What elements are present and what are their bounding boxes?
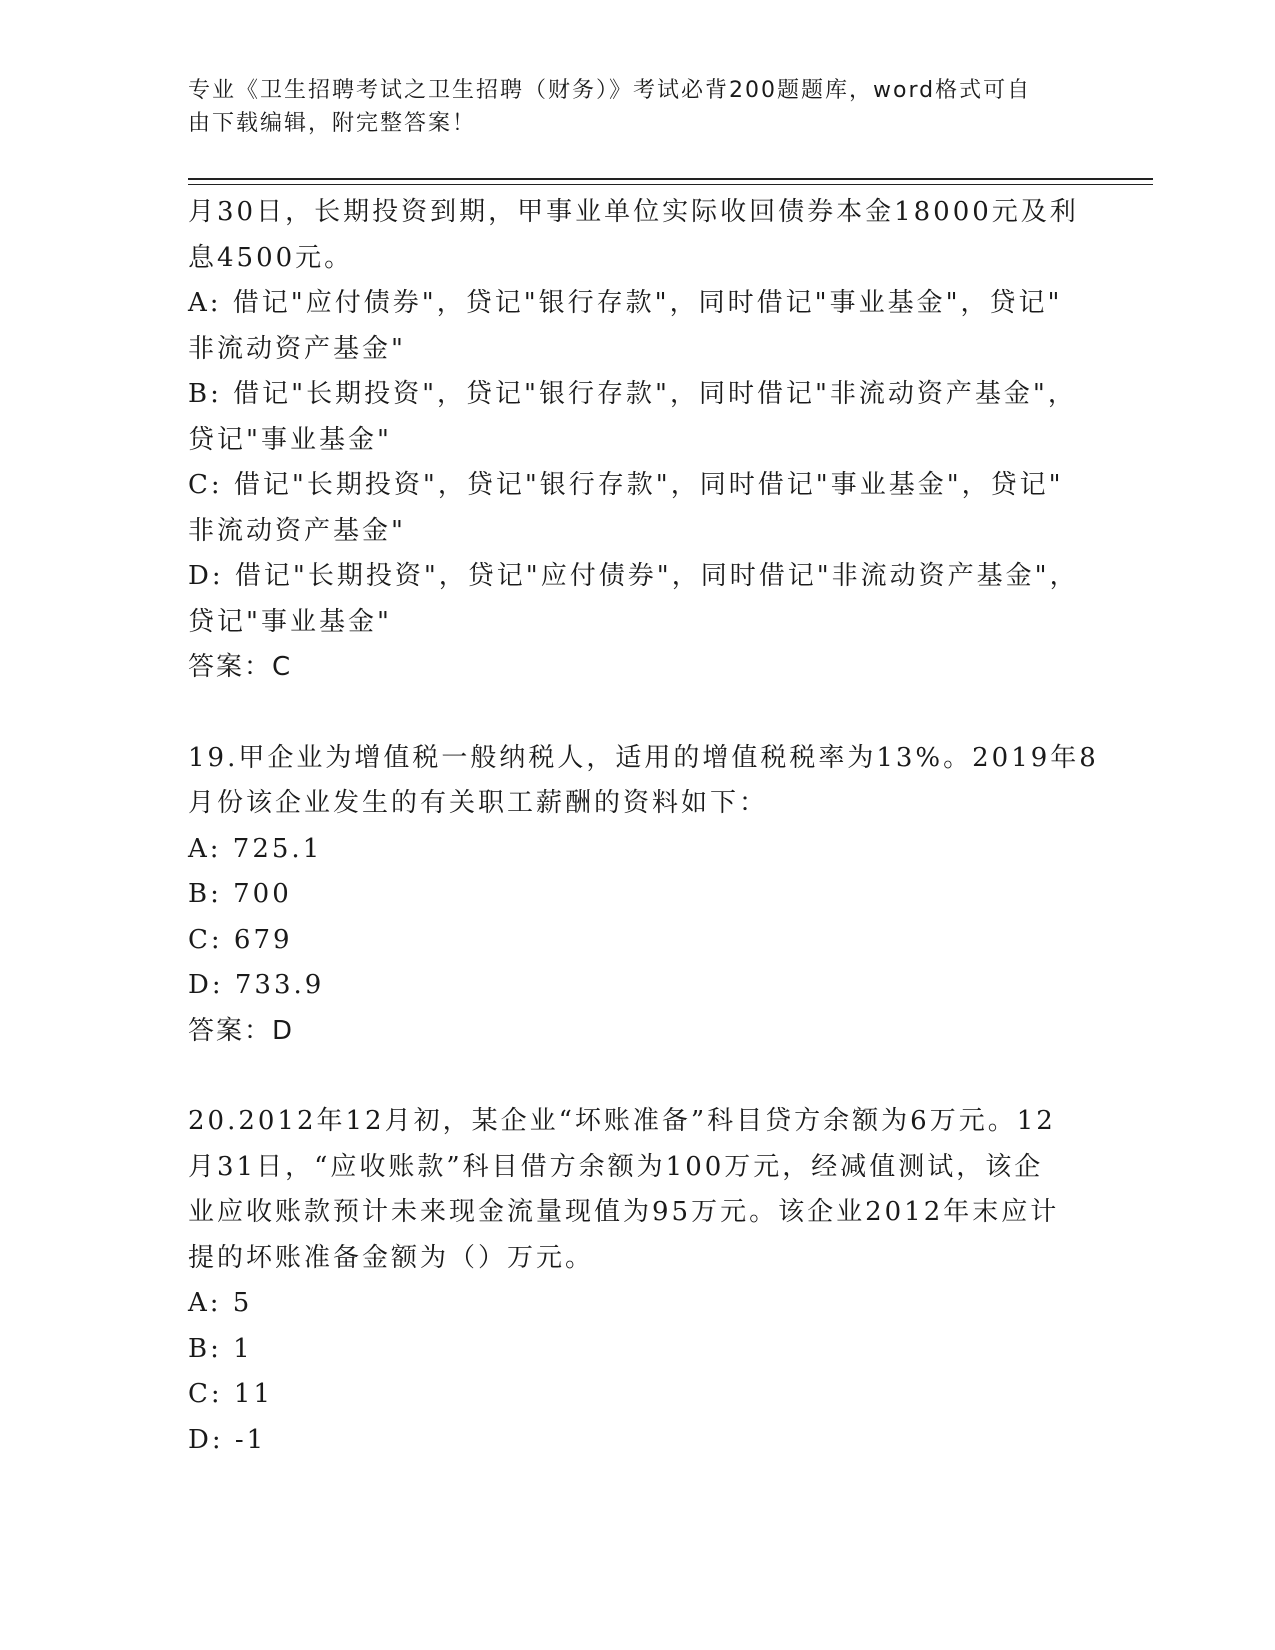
option-d-line: 贷记"事业基金" <box>188 606 392 637</box>
question-20 <box>188 1099 1068 1463</box>
option-b: B: 1 <box>188 1333 253 1364</box>
option-b: B: 700 <box>188 879 292 909</box>
question-stem-line: 月份该企业发生的有关职工薪酬的资料如下： <box>188 788 769 818</box>
header-rule-thick <box>188 178 1153 180</box>
option-a-line: 非流动资产基金" <box>188 333 406 364</box>
question-19 <box>188 736 1099 1055</box>
question-stem-line: 20.2012年12月初，某企业“坏账准备”科目贷方余额为6万元。12 <box>188 1106 1056 1136</box>
option-a-line: A: 借记"应付债券"，贷记"银行存款"，同时借记"事业基金"，贷记" <box>188 288 1063 318</box>
header-rule-thin <box>188 184 1153 185</box>
question-stem-line: 业应收账款预计未来现金流量现值为95万元。该企业2012年末应计 <box>188 1197 1060 1227</box>
option-d: D: 733.9 <box>188 970 325 1000</box>
option-a: A: 5 <box>188 1288 253 1318</box>
question-stem-line: 月30日，长期投资到期，甲事业单位实际收回债券本金18000元及利 <box>188 197 1079 227</box>
question-list <box>188 190 1099 1463</box>
answer-text: 答案：C <box>188 652 293 682</box>
option-d: D: -1 <box>188 1424 267 1455</box>
option-c-line: 非流动资产基金" <box>188 515 406 546</box>
question-stem-line: 月31日，“应收账款”科目借方余额为100万元，经减值测试，该企 <box>188 1151 1044 1182</box>
question-stem-line: 19.甲企业为增值税一般纳税人，适用的增值税税率为13%。2019年8 <box>188 742 1099 773</box>
question-stem-line: 提的坏账准备金额为（）万元。 <box>188 1242 595 1273</box>
option-a: A: 725.1 <box>188 833 323 864</box>
spacer <box>188 691 1068 736</box>
header-line: 由下载编辑，附完整答案！ <box>188 111 477 136</box>
spacer <box>188 1054 1068 1099</box>
answer-text: 答案：D <box>188 1015 295 1046</box>
option-b-line: 贷记"事业基金" <box>188 424 392 455</box>
option-c: C: 11 <box>188 1379 274 1409</box>
question-stem-line: 息4500元。 <box>188 242 354 273</box>
document-header <box>188 74 1068 140</box>
option-b-line: B: 借记"长期投资"，贷记"银行存款"，同时借记"非流动资产基金"， <box>188 379 1077 409</box>
option-c: C: 679 <box>188 924 293 955</box>
header-line: 专业《卫生招聘考试之卫生招聘（财务）》考试必背200题题库，word格式可自 <box>188 78 1032 103</box>
option-d-line: D: 借记"长期投资"，贷记"应付债券"，同时借记"非流动资产基金"， <box>188 561 1079 591</box>
question-18 <box>188 190 1079 691</box>
option-c-line: C: 借记"长期投资"，贷记"银行存款"，同时借记"事业基金"，贷记" <box>188 470 1064 500</box>
